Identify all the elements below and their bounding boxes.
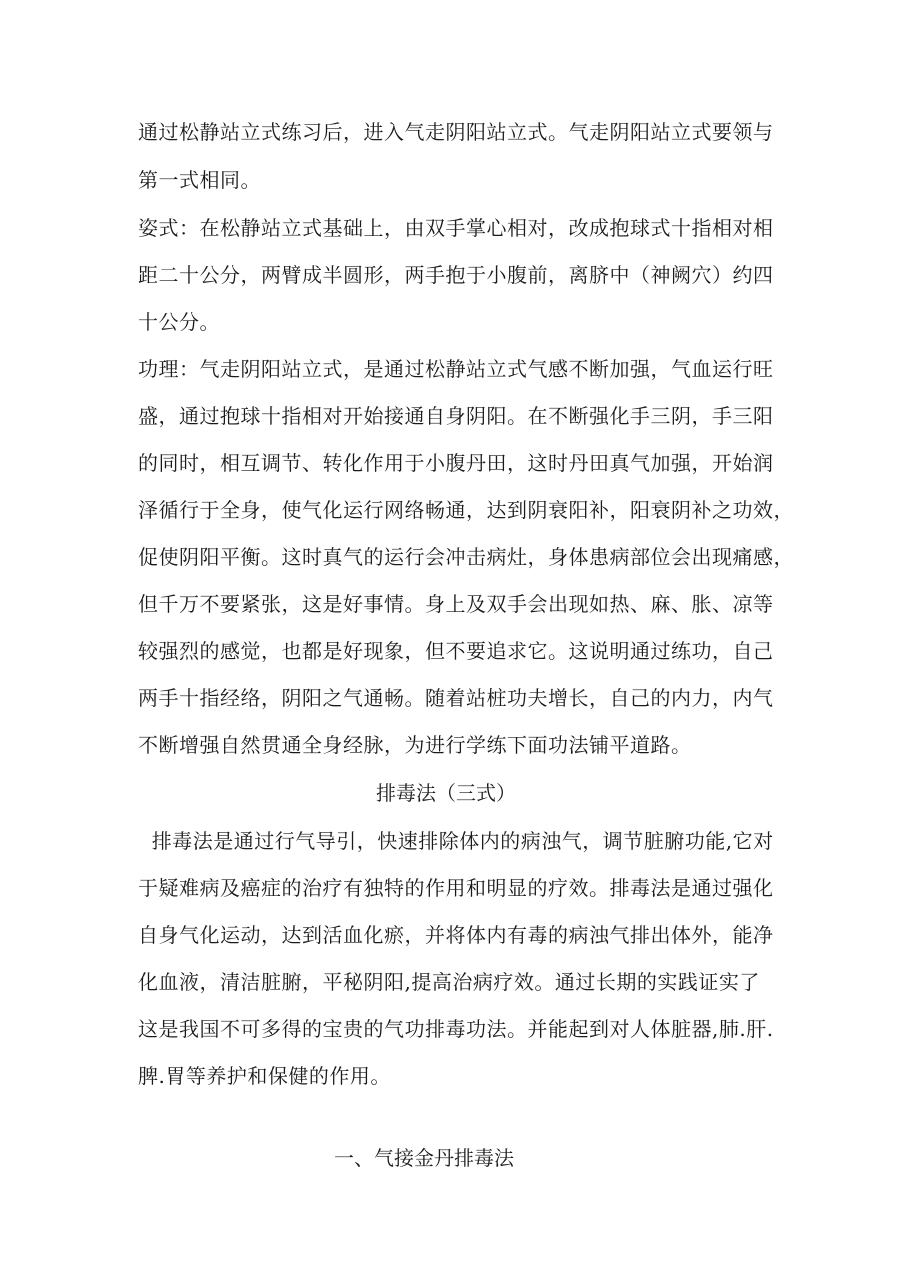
paragraph-line: 促使阴阳平衡。这时真气的运行会冲击病灶，身体患病部位会出现痛感， bbox=[138, 545, 794, 569]
paragraph-line: 的同时，相互调节、转化作用于小腹丹田，这时丹田真气加强，开始润 bbox=[138, 451, 774, 475]
subsection-heading: 一、气接金丹排毒法 bbox=[334, 1146, 514, 1170]
paragraph-line: 泽循行于全身，使气化运行网络畅通，达到阴衰阳补，阳衰阴补之功效， bbox=[138, 498, 794, 522]
paragraph-line: 这是我国不可多得的宝贵的气功排毒功法。并能起到对人体脏器,肺.肝. bbox=[138, 1017, 774, 1041]
paragraph-line: 化血液，清洁脏腑，平秘阴阳,提高治病疗效。通过长期的实践证实了 bbox=[138, 970, 760, 994]
paragraph-line: 功理：气走阴阳站立式，是通过松静站立式气感不断加强，气血运行旺 bbox=[138, 357, 774, 381]
paragraph-line: 排毒法是通过行气导引，快速排除体内的病浊气，调节脏腑功能,它对 bbox=[138, 829, 774, 853]
paragraph-line: 较强烈的感觉，也都是好现象，但不要追求它。这说明通过练功，自己 bbox=[138, 639, 774, 663]
paragraph-line: 姿式：在松静站立式基础上，由双手掌心相对，改成抱球式十指相对相 bbox=[138, 216, 774, 240]
paragraph-line: 十公分。 bbox=[138, 310, 220, 334]
paragraph-line: 但千万不要紧张，这是好事情。身上及双手会出现如热、麻、胀、凉等 bbox=[138, 592, 774, 616]
paragraph-line: 不断增强自然贯通全身经脉，为进行学练下面功法铺平道路。 bbox=[138, 733, 692, 757]
paragraph-line: 脾.胃等养护和保健的作用。 bbox=[138, 1064, 391, 1088]
paragraph-line: 于疑难病及癌症的治疗有独特的作用和明显的疗效。排毒法是通过强化 bbox=[138, 876, 774, 900]
paragraph-line: 两手十指经络，阴阳之气通畅。随着站桩功夫增长，自己的内力，内气 bbox=[138, 686, 774, 710]
paragraph-line: 距二十公分，两臂成半圆形，两手抱于小腹前，离脐中（神阙穴）约四 bbox=[138, 263, 774, 287]
section-heading: 排毒法（三式） bbox=[376, 781, 516, 805]
paragraph-line: 盛，通过抱球十指相对开始接通自身阴阳。在不断强化手三阴，手三阳 bbox=[138, 404, 774, 428]
paragraph-line: 通过松静站立式练习后，进入气走阴阳站立式。气走阴阳站立式要领与 bbox=[138, 120, 774, 144]
paragraph-line: 第一式相同。 bbox=[138, 168, 261, 192]
paragraph-line: 自身气化运动，达到活血化瘀，并将体内有毒的病浊气排出体外，能净 bbox=[138, 923, 774, 947]
